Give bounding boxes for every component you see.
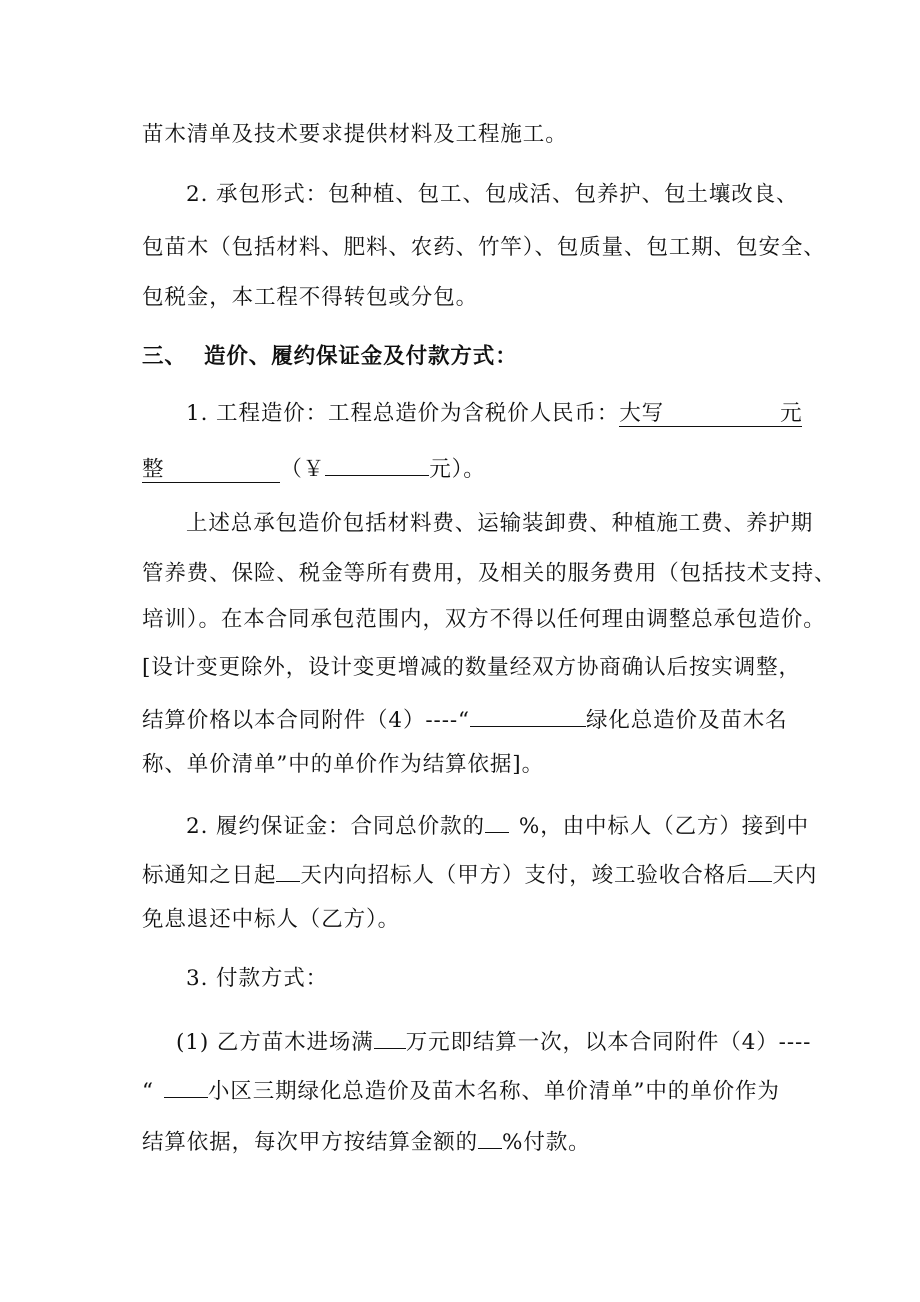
deposit-line: 免息退还中标人（乙方）。 (142, 907, 401, 932)
payment-heading: 3. 付款方式： (186, 966, 329, 991)
price-yuan-close: 元）。 (429, 457, 486, 482)
payment-line: (1) 乙方苗木进场满 万元即结算一次，以本合同附件（4）---- (176, 1024, 772, 1058)
scope-line: [设计变更除外，设计变更增减的数量经双方协商确认后按实调整， (142, 655, 801, 680)
paragraph-line: 苗木清单及技术要求提供材料及工程施工。 (142, 122, 568, 147)
price-yuan-open: （￥ (280, 457, 326, 482)
deposit-line: 标通知之日起 天内向招标人（甲方）支付，竣工验收合格后 天内 (142, 857, 782, 891)
section-number: 三、 (142, 344, 187, 369)
district-name-blank (164, 1073, 208, 1098)
price-uppercase-field: 大写 元 (619, 401, 803, 426)
deposit-days-blank (276, 857, 300, 882)
scope-line: 称、单价清单”中的单价作为结算依据]。 (142, 752, 544, 777)
scope-line: 培训）。在本合同承包范围内，双方不得以任何理由调整总承包造价。 (142, 607, 826, 632)
payment-line: 结算依据，每次甲方按结算金额的 %付款。 (142, 1124, 782, 1158)
section-title: 造价、履约保证金及付款方式： (204, 344, 518, 369)
price-uppercase-field-end: 整 (142, 457, 280, 483)
contract-form-line: 包苗木（包括材料、肥料、农药、竹竿）、包质量、包工期、包安全、 (142, 235, 826, 260)
refund-days-blank (748, 857, 772, 882)
price-line (142, 451, 782, 485)
contract-form-line: 包税金，本工程不得转包或分包。 (142, 285, 479, 310)
payment-line: “ 小区三期绿化总造价及苗木名称、单价清单”中的单价作为 (142, 1073, 782, 1107)
scope-line: 上述总承包造价包括材料费、运输装卸费、种植施工费、养护期 (186, 511, 814, 536)
deposit-line: 2. 履约保证金：合同总价款的 %，由中标人（乙方）接到中 (186, 808, 782, 842)
project-name-blank (470, 702, 586, 727)
scope-line: 结算价格以本合同附件（4）----“ 绿化总造价及苗木名 (142, 702, 782, 736)
payment-percent-blank (478, 1124, 502, 1149)
price-line (186, 399, 803, 429)
contract-form-line: 2. 承包形式：包种植、包工、包成活、包养护、包土壤改良、 (186, 182, 799, 207)
scope-line: 管养费、保险、税金等所有费用，及相关的服务费用（包括技术支持、 (142, 561, 837, 586)
price-number-blank (325, 451, 429, 476)
section-heading (142, 342, 782, 372)
settlement-amount-blank (374, 1024, 406, 1049)
price-label: 1. 工程造价：工程总造价为含税价人民币： (186, 401, 620, 426)
deposit-percent-blank (485, 808, 509, 833)
